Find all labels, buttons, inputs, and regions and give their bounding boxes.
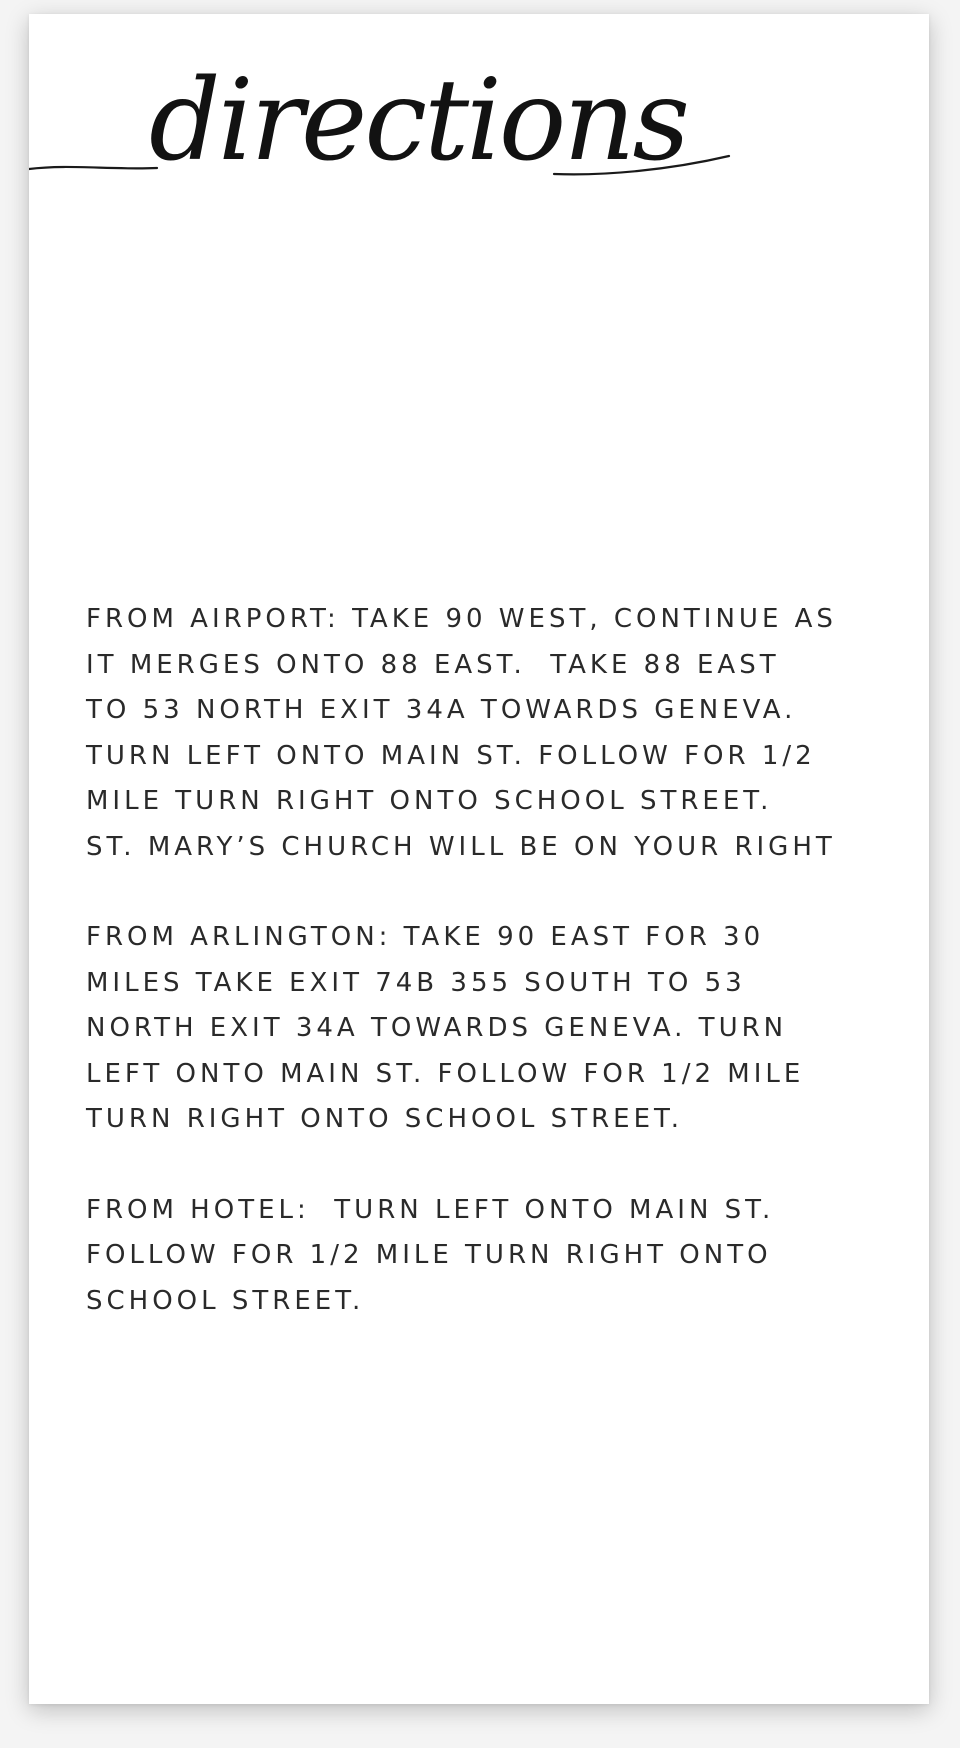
title-area — [29, 44, 929, 214]
direction-line: TURN RIGHT ONTO SCHOOL STREET. — [86, 1104, 684, 1134]
direction-line: MILES TAKE EXIT 74B 355 SOUTH TO 53 — [86, 967, 746, 998]
direction-line: FROM AIRPORT: TAKE 90 WEST, CONTINUE AS — [86, 604, 837, 634]
directions-from-hotel — [86, 1188, 906, 1325]
direction-line: MILE TURN RIGHT ONTO SCHOOL STREET. — [86, 786, 773, 816]
directions-card — [29, 14, 929, 1704]
page-title: directions — [149, 56, 687, 186]
direction-line: NORTH EXIT 34A TOWARDS GENEVA. TURN — [86, 1013, 788, 1043]
direction-line: TO 53 NORTH EXIT 34A TOWARDS GENEVA. — [86, 695, 797, 725]
direction-line: SCHOOL STREET. — [86, 1285, 365, 1316]
direction-line: FROM HOTEL: TURN LEFT ONTO MAIN ST. — [86, 1194, 775, 1225]
directions-from-airport — [86, 597, 906, 870]
direction-line: IT MERGES ONTO 88 EAST. TAKE 88 EAST — [86, 649, 780, 680]
direction-line: LEFT ONTO MAIN ST. FOLLOW FOR 1/2 MILE — [86, 1058, 805, 1089]
direction-line: TURN LEFT ONTO MAIN ST. FOLLOW FOR 1/2 — [86, 740, 816, 771]
direction-line: ST. MARY’S CHURCH WILL BE ON YOUR RIGHT — [86, 831, 836, 862]
direction-line: FROM ARLINGTON: TAKE 90 EAST FOR 30 — [86, 922, 765, 952]
direction-line: FOLLOW FOR 1/2 MILE TURN RIGHT ONTO — [86, 1240, 772, 1270]
directions-from-arlington — [86, 915, 906, 1143]
directions-body — [86, 597, 906, 1369]
